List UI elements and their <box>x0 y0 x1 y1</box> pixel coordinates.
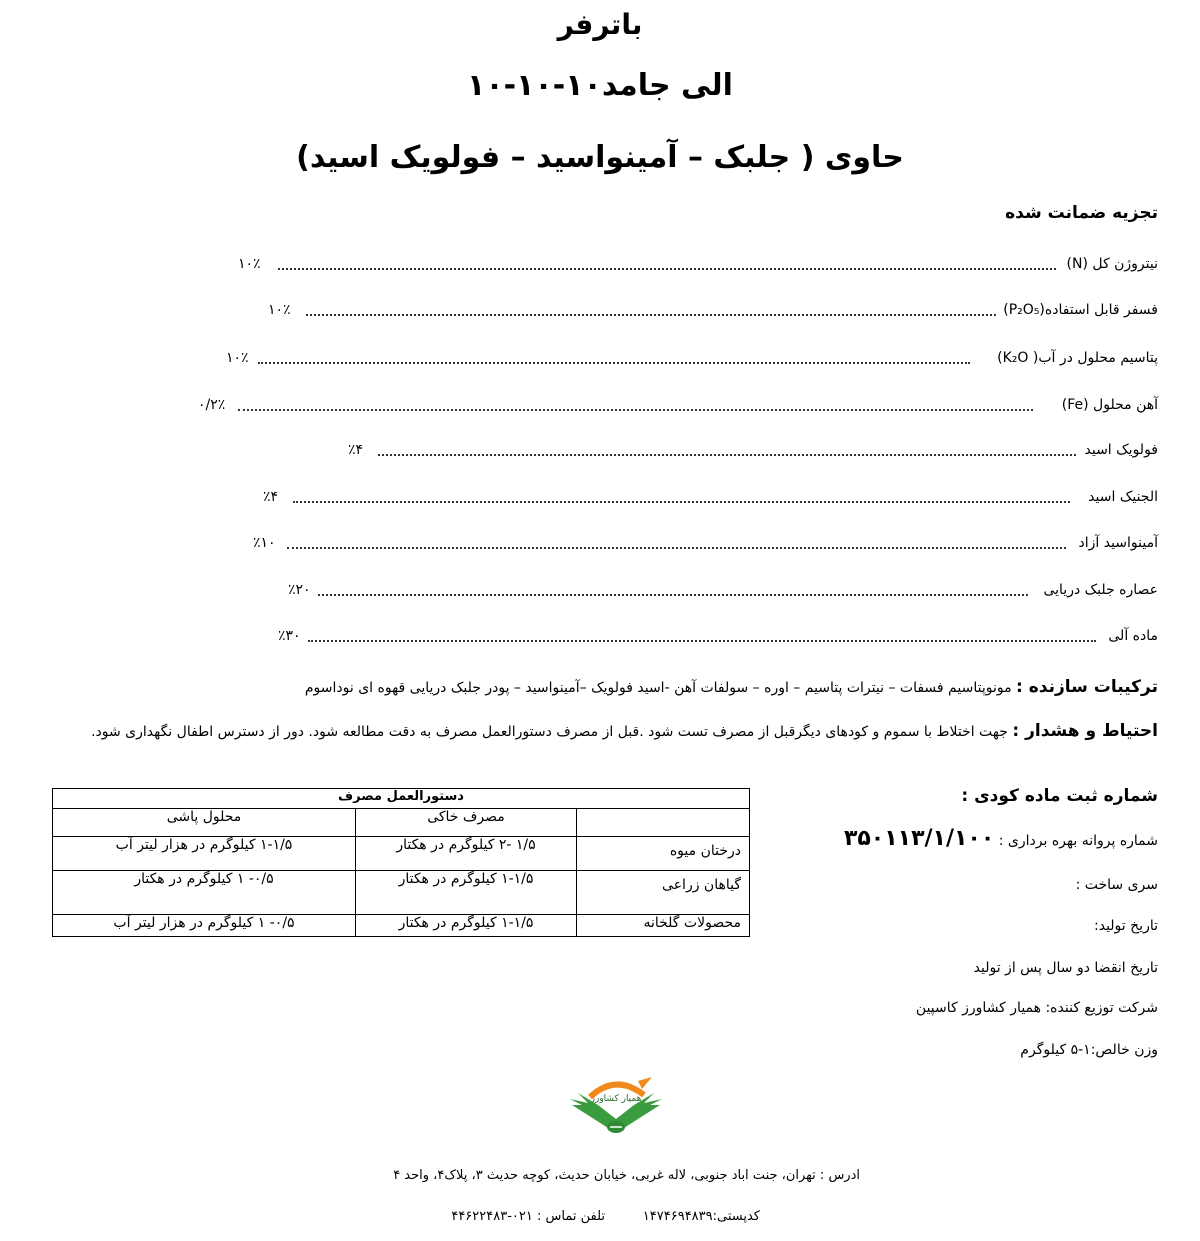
phone-text: تلفن تماس : ۰۲۱-۴۴۶۲۲۴۸۳ <box>451 1209 605 1224</box>
analysis-label: پتاسیم محلول در آب( K₂O) <box>997 350 1158 366</box>
usage-crop: محصولات گلخانه <box>577 915 750 937</box>
analysis-label: عصاره جلبک دریایی <box>1043 582 1158 598</box>
net-weight-text: وزن خالص:۱-۵ کیلوگرم <box>1020 1042 1158 1058</box>
address-text: ادرس : تهران، جنت اباد جنوبی، لاله غربی، خیابان حدیث، کوچه حدیث ۳، پلاک۴، واحد ۴ <box>393 1168 860 1183</box>
analysis-label: فولویک اسید <box>1084 442 1158 458</box>
usage-header-row <box>53 809 750 837</box>
table-row <box>53 871 750 915</box>
dotted-leader <box>378 454 1076 456</box>
license-number: ۳۵۰۱۱۳/۱/۱۰۰ <box>843 826 995 851</box>
dotted-leader <box>318 594 1028 596</box>
analysis-row-organic <box>278 628 1158 650</box>
license-label: شماره پروانه بهره برداری : <box>998 833 1158 849</box>
usage-crop: درختان میوه <box>577 837 750 871</box>
analysis-label: فسفر قابل استفاده(P₂O₅) <box>1003 302 1158 318</box>
analysis-row-phosphorus <box>268 302 1158 324</box>
dotted-leader <box>308 640 1096 642</box>
usage-crop: گیاهان زراعی <box>577 871 750 915</box>
analysis-value: ۱۰٪ <box>226 350 249 366</box>
dotted-leader <box>287 547 1066 549</box>
usage-spray: ۰/۵- ۱ کیلوگرم در هزار لیتر آب <box>53 915 356 937</box>
dotted-leader <box>238 409 1033 411</box>
usage-header-empty <box>577 809 750 837</box>
guaranteed-analysis-heading: تجزیه ضمانت شده <box>1005 203 1158 223</box>
analysis-label: نیتروژن کل (N) <box>1066 256 1158 272</box>
contains-title: حاوی ( جلبک – آمینواسید – فولویک اسید) <box>296 140 904 175</box>
analysis-row-fulvic <box>348 442 1158 464</box>
company-logo <box>568 1075 664 1141</box>
analysis-value: ۱۰٪ <box>238 256 261 272</box>
distributor-text: شرکت توزیع کننده: همیار کشاورز کاسپین <box>915 1000 1158 1016</box>
analysis-value: ٪۱۰ <box>253 535 276 551</box>
analysis-label: آمینواسید آزاد <box>1078 535 1158 551</box>
brand-title: باترفر <box>557 8 643 41</box>
analysis-row-alginic <box>263 489 1158 511</box>
dotted-leader <box>258 362 970 364</box>
composition-text: مونوپتاسیم فسفات – نیترات پتاسیم – اوره – سولفات آهن -اسید فولویک –آمینواسید – پودر جلبک دریایی قهوه ای نوداسوم <box>304 680 1012 696</box>
license-line <box>844 826 1158 851</box>
expiry-text: تاریخ انقضا دو سال پس از تولید <box>973 960 1158 976</box>
analysis-value: ٪۴ <box>263 489 279 505</box>
table-row <box>53 837 750 871</box>
product-line-title: الی جامد۱۰-۱۰-۱۰ <box>467 68 733 103</box>
dotted-leader <box>293 501 1070 503</box>
usage-title-row <box>53 789 750 809</box>
registration-heading: شماره ثبت ماده کودی : <box>961 786 1158 806</box>
caution-text: جهت اختلاط با سموم و کودهای دیگرقبل از مصرف تست شود .قبل از مصرف دستورالعمل مصرف به دقت مطالعه شود. دور از دسترس اطفال نگهداری شود. <box>91 724 1008 740</box>
usage-table <box>52 788 750 937</box>
caution-paragraph <box>78 720 1158 743</box>
caution-heading: احتیاط و هشدار : <box>1012 721 1158 741</box>
composition-paragraph <box>218 676 1158 699</box>
analysis-row-iron <box>198 397 1158 419</box>
analysis-label: ماده آلی <box>1108 628 1158 644</box>
analysis-value: ۱۰٪ <box>268 302 291 318</box>
usage-soil: ۱/۵ -۲ کیلوگرم در هکتار <box>356 837 577 871</box>
usage-soil: ۱-۱/۵ کیلوگرم در هکتار <box>356 915 577 937</box>
dotted-leader <box>306 314 996 316</box>
production-date-label: تاریخ تولید: <box>1094 918 1158 934</box>
analysis-value: ۰/۲٪ <box>198 397 226 413</box>
analysis-row-amino <box>253 535 1158 557</box>
analysis-label: آهن محلول (Fe) <box>1061 397 1158 413</box>
usage-title: دستورالعمل مصرف <box>53 789 750 809</box>
analysis-value: ٪۲۰ <box>288 582 311 598</box>
postal-code-text: کدپستی:۱۴۷۴۶۹۴۸۳۹ <box>642 1209 760 1224</box>
analysis-row-seaweed <box>288 582 1158 604</box>
composition-heading: ترکیبات سازنده : <box>1016 677 1158 697</box>
analysis-row-potassium <box>226 350 1158 372</box>
usage-header-spray: محلول پاشی <box>53 809 356 837</box>
usage-header-soil: مصرف خاکی <box>356 809 577 837</box>
usage-soil: ۱-۱/۵ کیلوگرم در هکتار <box>356 871 577 915</box>
analysis-label: الجنیک اسید <box>1088 489 1158 505</box>
analysis-value: ٪۳۰ <box>278 628 301 644</box>
usage-spray: ۰/۵- ۱ کیلوگرم در هکتار <box>53 871 356 915</box>
svg-text:همیار کشاورز: همیار کشاورز <box>590 1094 642 1104</box>
analysis-value: ٪۴ <box>348 442 364 458</box>
table-row <box>53 915 750 937</box>
analysis-row-nitrogen <box>238 256 1158 278</box>
dotted-leader <box>278 268 1056 270</box>
usage-spray: ۱-۱/۵ کیلوگرم در هزار لیتر آب <box>53 837 356 871</box>
batch-label: سری ساخت : <box>1075 877 1158 893</box>
hamyar-keshavarz-logo-icon <box>568 1075 664 1141</box>
